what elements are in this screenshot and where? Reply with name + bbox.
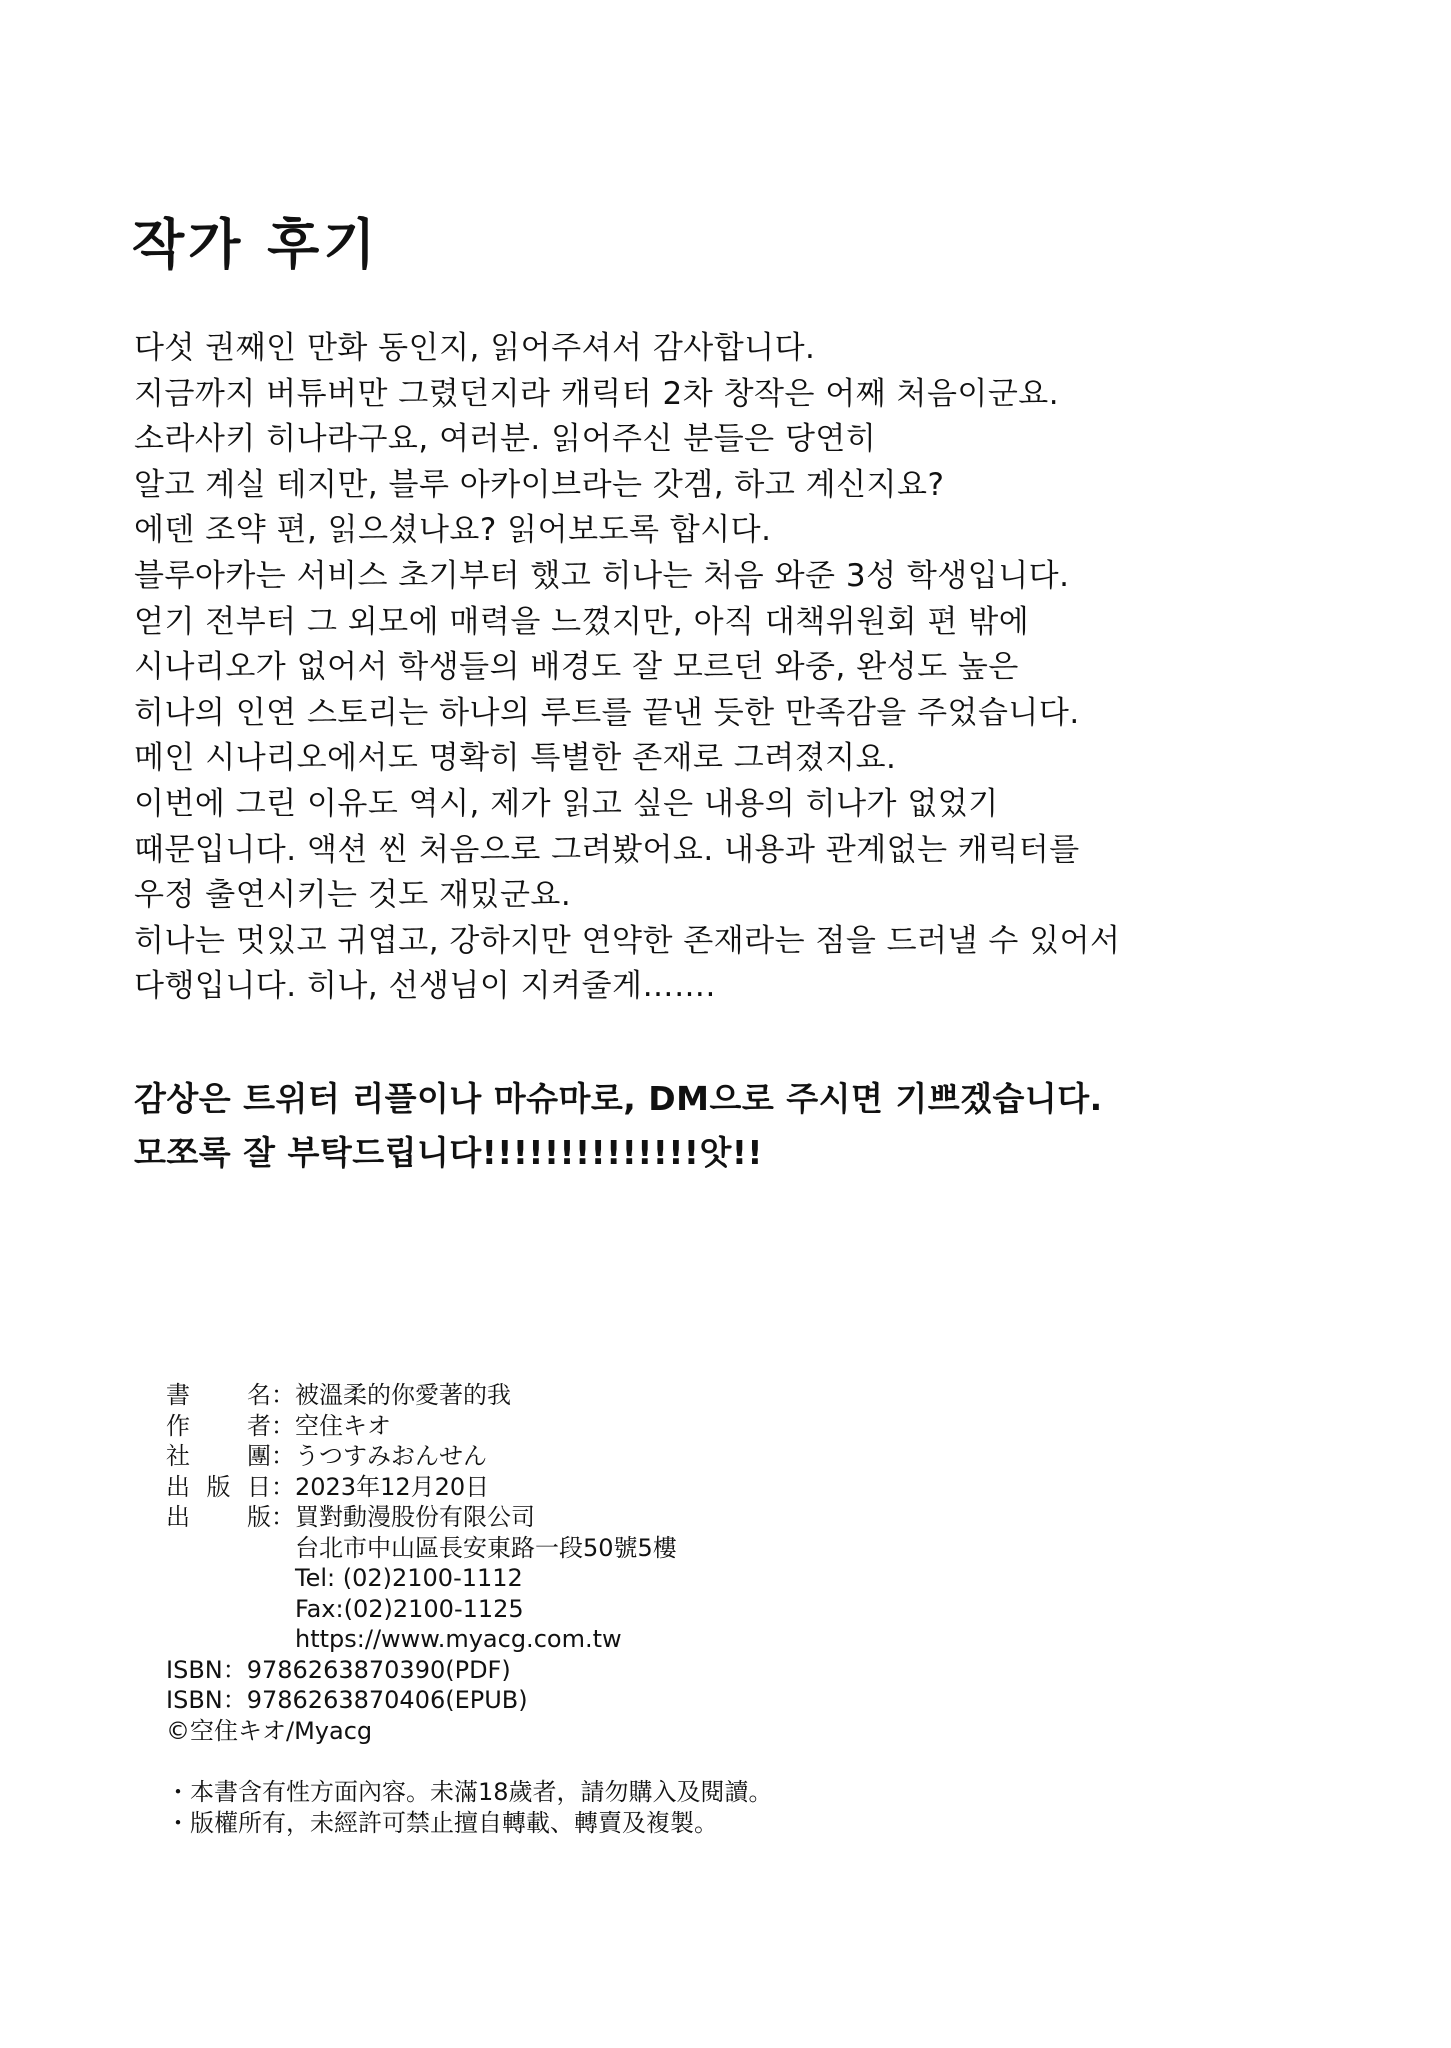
closing-line: 모쪼록 잘 부탁드립니다!!!!!!!!!!!!!!앗!! — [134, 1133, 763, 1172]
colophon-circle-row — [166, 1441, 677, 1472]
colophon-publisher-row — [166, 1502, 677, 1533]
colophon-date-row — [166, 1472, 677, 1503]
colophon-label: 社 團 — [166, 1442, 271, 1470]
body-line: 블루아카는 서비스 초기부터 했고 히나는 처음 와준 3성 학생입니다. — [134, 557, 1070, 594]
book-title: 被溫柔的你愛著的我 — [295, 1381, 511, 1409]
colophon-title-row — [166, 1380, 677, 1411]
body-line: 메인 시나리오에서도 명확히 특별한 존재로 그려졌지요. — [134, 740, 897, 777]
body-line: 알고 계실 테지만, 블루 아카이브라는 갓겜, 하고 계신지요? — [134, 466, 945, 503]
isbn-pdf: ISBN：9786263870390(PDF) — [166, 1655, 511, 1684]
body-line: 시나리오가 없어서 학생들의 배경도 잘 모르던 와중, 완성도 높은 — [134, 649, 1019, 686]
colophon-label: 書 名 — [166, 1381, 271, 1409]
page-title: 작가 후기 — [132, 213, 380, 276]
colophon — [166, 1380, 677, 1746]
publisher-address: 台北市中山區長安東路一段50號5樓 — [295, 1533, 677, 1562]
notice-line: ・版權所有，未經許可禁止擅自轉載、轉賣及複製。 — [166, 1809, 718, 1837]
colophon-separator: ： — [271, 1381, 295, 1409]
colophon-address-row — [166, 1533, 677, 1564]
publisher-tel: Tel: (02)2100-1112 — [295, 1564, 523, 1592]
body-line: 지금까지 버튜버만 그렸던지라 캐릭터 2차 창작은 어째 처음이군요. — [134, 375, 1060, 412]
colophon-separator: ： — [271, 1411, 295, 1440]
colophon-author-row — [166, 1411, 677, 1442]
body-line: 히나의 인연 스토리는 하나의 루트를 끝낸 듯한 만족감을 주었습니다. — [134, 694, 1080, 731]
closing-line: 감상은 트위터 리플이나 마슈마로, DM으로 주시면 기쁘겠습니다. — [134, 1079, 1103, 1118]
copyright: ©空住キオ/Myacg — [166, 1716, 373, 1745]
colophon-separator: ： — [271, 1442, 295, 1470]
colophon-isbn-epub-row — [166, 1685, 677, 1716]
colophon-copyright-row — [166, 1716, 677, 1747]
colophon-separator: ： — [271, 1472, 295, 1501]
body-line: 다행입니다. 히나, 선생님이 지켜줄게……. — [134, 968, 716, 1005]
author-name: 空住キオ — [295, 1411, 391, 1440]
body-line: 이번에 그린 이유도 역시, 제가 읽고 싶은 내용의 히나가 없었기 — [134, 785, 999, 822]
isbn-epub: ISBN：9786263870406(EPUB) — [166, 1686, 528, 1714]
body-line: 히나는 멋있고 귀엽고, 강하지만 연약한 존재라는 점을 드러낼 수 있어서 — [134, 922, 1121, 959]
publish-date: 2023年12月20日 — [295, 1472, 490, 1501]
body-line: 얻기 전부터 그 외모에 매력을 느꼈지만, 아직 대책위원회 편 밖에 — [134, 603, 1030, 640]
colophon-tel-row — [166, 1563, 677, 1594]
body-line: 때문입니다. 액션 씬 처음으로 그려봤어요. 내용과 관계없는 캐릭터를 — [134, 831, 1080, 868]
colophon-label: 作 者 — [166, 1411, 271, 1440]
notice-line: ・本書含有性方面內容。未滿18歲者，請勿購入及閱讀。 — [166, 1778, 773, 1806]
colophon-label: 出 版 — [166, 1503, 271, 1531]
body-line: 에덴 조약 편, 읽으셨나요? 읽어보도록 합시다. — [134, 512, 772, 549]
body-line: 다섯 권째인 만화 동인지, 읽어주셔서 감사합니다. — [134, 330, 816, 366]
circle-name: うつすみおんせん — [295, 1442, 487, 1470]
afterword-body — [134, 326, 1314, 1010]
colophon-separator: ： — [271, 1503, 295, 1531]
colophon-label: 出版日 — [166, 1472, 271, 1501]
legal-notices — [166, 1777, 773, 1839]
colophon-isbn-pdf-row — [166, 1655, 677, 1686]
body-line: 우정 출연시키는 것도 재밌군요. — [134, 877, 572, 914]
publisher-fax: Fax:(02)2100-1125 — [295, 1594, 524, 1623]
publisher-url: https://www.myacg.com.tw — [295, 1625, 622, 1653]
closing-message — [134, 1072, 1103, 1180]
publisher-name: 買對動漫股份有限公司 — [295, 1503, 535, 1531]
colophon-url-row — [166, 1624, 677, 1655]
colophon-fax-row — [166, 1594, 677, 1625]
body-line: 소라사키 히나라구요, 여러분. 읽어주신 분들은 당연히 — [134, 421, 877, 458]
